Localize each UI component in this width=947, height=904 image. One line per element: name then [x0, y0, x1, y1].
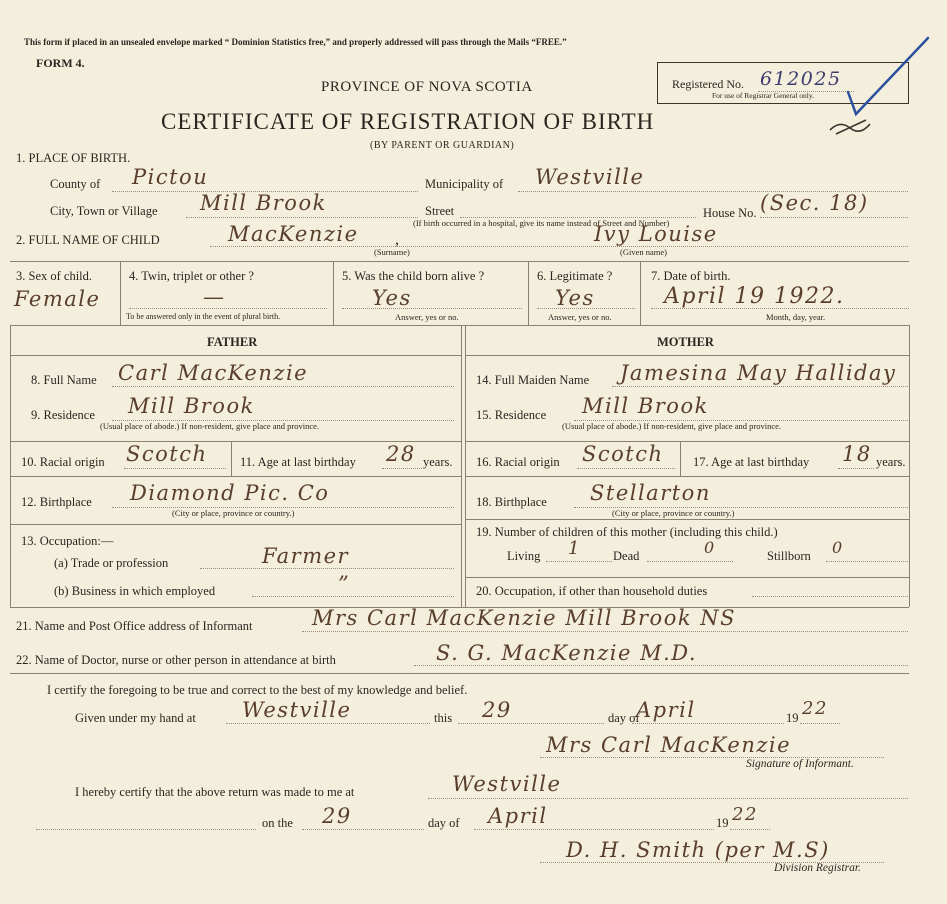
registered-no-label: Registered No.	[672, 77, 744, 91]
given-year-prefix: 19	[786, 711, 799, 725]
child-name-label: 2. FULL NAME OF CHILD	[16, 233, 160, 247]
registrar-year-value: 22	[732, 804, 758, 825]
doctor-label: 22. Name of Doctor, nurse or other person in attendance at birth	[16, 653, 336, 667]
born-alive-value: Yes	[372, 286, 412, 310]
document-subtitle: (BY PARENT OR GUARDIAN)	[370, 140, 515, 151]
twin-note: To be answered only in the event of plural birth.	[126, 312, 281, 321]
city-value: Mill Brook	[200, 191, 327, 215]
father-residence-value: Mill Brook	[128, 394, 255, 418]
mother-birthplace-value: Stellarton	[590, 481, 711, 505]
given-day-of-label: day of	[608, 711, 640, 725]
legitimate-value: Yes	[555, 286, 595, 310]
father-name-label: 8. Full Name	[31, 373, 97, 387]
mother-maiden-label: 14. Full Maiden Name	[476, 373, 590, 387]
province-heading: PROVINCE OF NOVA SCOTIA	[321, 79, 533, 95]
registrar-statement: I hereby certify that the above return was made to me at	[75, 785, 355, 799]
street-label: Street	[425, 204, 455, 218]
father-age-value: 28	[386, 442, 416, 466]
registrar-caption: Division Registrar.	[774, 862, 861, 874]
informant-value: Mrs Carl MacKenzie Mill Brook NS	[312, 606, 737, 630]
father-occupation-label: 13. Occupation:—	[21, 534, 114, 548]
business-value: ”	[338, 572, 351, 596]
document-title: CERTIFICATE OF REGISTRATION OF BIRTH	[161, 109, 655, 134]
county-label: County of	[50, 177, 101, 191]
registrar-use-note: For use of Registrar General only.	[712, 91, 814, 100]
informant-signature: Mrs Carl MacKenzie	[546, 733, 792, 757]
dob-value: April 19 1922.	[664, 284, 845, 309]
given-month-value: April	[636, 698, 696, 722]
registrar-day-of-label: day of	[428, 816, 460, 830]
dead-value: 0	[704, 538, 716, 557]
registrar-on-the-label: on the	[262, 816, 293, 830]
father-name-value: Carl MacKenzie	[118, 361, 309, 385]
registrar-day-value: 29	[322, 804, 352, 828]
registrar-month-value: April	[488, 804, 548, 828]
born-alive-note: Answer, yes or no.	[395, 312, 459, 322]
mother-birthplace-label: 18. Birthplace	[476, 495, 547, 509]
informant-label: 21. Name and Post Office address of Informant	[16, 619, 253, 633]
mother-residence-value: Mill Brook	[582, 394, 709, 418]
dead-label: Dead	[613, 549, 640, 563]
stillborn-value: 0	[832, 538, 844, 557]
child-surname-value: MacKenzie	[228, 222, 359, 246]
stillborn-label: Stillborn	[767, 549, 811, 563]
mother-heading: MOTHER	[657, 335, 714, 349]
dob-label: 7. Date of birth.	[651, 269, 731, 283]
living-value: 1	[568, 538, 581, 559]
given-caption: (Given name)	[620, 247, 667, 257]
given-place-value: Westville	[242, 698, 352, 722]
born-alive-label: 5. Was the child born alive ?	[342, 269, 485, 283]
mother-maiden-value: Jamesina May Halliday	[620, 361, 897, 385]
twin-value: —	[203, 285, 226, 309]
mother-racial-value: Scotch	[582, 442, 664, 466]
trade-value: Farmer	[262, 544, 350, 568]
trade-label: (a) Trade or profession	[54, 556, 169, 570]
mother-birthplace-note: (City or place, province or country.)	[612, 508, 735, 518]
certification-statement: I certify the foregoing to be true and correct to the best of my knowledge and belief.	[47, 683, 468, 697]
father-residence-label: 9. Residence	[31, 408, 95, 422]
municipality-value: Westville	[535, 165, 645, 189]
mother-residence-label: 15. Residence	[476, 408, 547, 422]
father-residence-note: (Usual place of abode.) If non-resident, give place and province.	[100, 421, 320, 431]
given-label: Given under my hand at	[75, 711, 196, 725]
father-heading: FATHER	[207, 335, 258, 349]
twin-label: 4. Twin, triplet or other ?	[129, 269, 254, 283]
surname-caption: (Surname)	[374, 247, 410, 257]
legitimate-label: 6. Legitimate ?	[537, 269, 613, 283]
house-no-value: (Sec. 18)	[760, 191, 869, 215]
mother-children-label: 19. Number of children of this mother (including this child.)	[476, 525, 778, 539]
mother-residence-note: (Usual place of abode.) If non-resident, give place and province.	[562, 421, 782, 431]
mother-age-value: 18	[842, 442, 872, 466]
mother-occupation-label: 20. Occupation, if other than household duties	[476, 584, 708, 598]
father-age-label: 11. Age at last birthday	[240, 455, 356, 469]
form-number: FORM 4.	[36, 56, 85, 70]
given-day-value: 29	[482, 698, 512, 722]
living-label: Living	[507, 549, 541, 563]
municipality-label: Municipality of	[425, 177, 504, 191]
house-no-label: House No.	[703, 206, 757, 220]
father-racial-value: Scotch	[126, 442, 208, 466]
mother-racial-label: 16. Racial origin	[476, 455, 560, 469]
father-birthplace-value: Diamond Pic. Co	[130, 481, 330, 505]
given-year-value: 22	[802, 698, 828, 719]
child-given-value: Ivy Louise	[594, 222, 718, 246]
stamp-mark-icon	[826, 114, 880, 140]
sex-label: 3. Sex of child.	[16, 269, 93, 283]
birth-certificate: This form if placed in an unsealed envelope marked “ Dominion Statistics free,” and properly addressed will pass through the Mails “FREE.” FORM 4. PROVINCE OF NOVA SCOTIA CERTIFICATE OF REGISTRATION OF BIRTH (BY PARENT OR GUARDIAN) Registered No. 612025 For use of Registrar General only. 1. PLACE OF BIRTH. County of Pictou Municipality of Westville City, Town or Village Mill Brook Street House No. (Sec. 18) (If birth occurred in a hospital, give its name instead of Street and Number) 2. FULL NAME OF CHILD MacKenzie , Ivy Louise (Surname) (Given name) 3. Sex of child. Female 4. Twin, triplet or other ? — To be answered only in the event of plural birth. 5. Was the child born alive ? Yes Answer, yes or no. 6. Legitimate ? Yes Answer, yes or no. 7. Date of birth. April 19 1922. Month, day, year. FATHER MOTHER 8. Full Name Carl MacKenzie 9. Residence Mill Brook (Usual place of abode.) If non-resident, give place and province. 10. Racial origin Scotch 11. Age at last birthday 28 years. 12. Birthplace Diamond Pic. Co (City or place, province or country.) 13. Occupation:— (a) Trade or profession Farmer (b) Business in which employed ” 14. Full Maiden Name Jamesina May Halliday 15. Residence Mill Brook (Usual place of abode.) If non-resident, give place and province. 16. Racial origin Scotch 17. Age at last birthday 18 years. 18. Birthplace Stellarton (City or place, province or country.) 19. Number of children of this mother (including this child.) Living 1 Dead 0 Stillborn 0 20. Occupation, if other than household duties 21. Name and Post Office address of Informant Mrs Carl MacKenzie Mill Brook NS 22. Name of Doctor, nurse or other person in attendance at birth S. G. MacKenzie M.D. I certify the foregoing to be true and correct to the best of my knowledge and belief. Given under my hand at Westville this 29 day of April 19 22 Mrs Carl MacKenzie Signature of Informant. I hereby certify that the above return was made to me at Westville on the 29 day of April 19 22 D. H. Smith (per M.S) Division Registrar.	[0, 0, 947, 904]
check-mark-icon	[830, 30, 940, 120]
father-birthplace-note: (City or place, province or country.)	[172, 508, 295, 518]
sex-value: Female	[14, 287, 101, 311]
registrar-year-prefix: 19	[716, 816, 729, 830]
mother-age-label: 17. Age at last birthday	[693, 455, 810, 469]
father-birthplace-label: 12. Birthplace	[21, 495, 92, 509]
dob-note: Month, day, year.	[766, 312, 826, 322]
registrar-signature: D. H. Smith (per M.S)	[566, 838, 830, 862]
informant-signature-caption: Signature of Informant.	[746, 758, 854, 770]
registrar-place-value: Westville	[452, 772, 562, 796]
city-label: City, Town or Village	[50, 204, 158, 218]
county-value: Pictou	[132, 165, 209, 189]
mailing-notice: This form if placed in an unsealed envelope marked “ Dominion Statistics free,” and properly addressed will pass through the Mails “FREE.”	[24, 37, 567, 47]
mother-years-label: years.	[876, 455, 906, 469]
section-place-of-birth: 1. PLACE OF BIRTH.	[16, 151, 131, 165]
hospital-note: (If birth occurred in a hospital, give its name instead of Street and Number)	[413, 218, 670, 228]
business-label: (b) Business in which employed	[54, 584, 216, 598]
registered-no-value: 612025	[760, 68, 842, 90]
father-racial-label: 10. Racial origin	[21, 455, 105, 469]
doctor-value: S. G. MacKenzie M.D.	[436, 641, 698, 665]
legitimate-note: Answer, yes or no.	[548, 312, 612, 322]
given-this-label: this	[434, 711, 453, 725]
father-years-label: years.	[423, 455, 453, 469]
